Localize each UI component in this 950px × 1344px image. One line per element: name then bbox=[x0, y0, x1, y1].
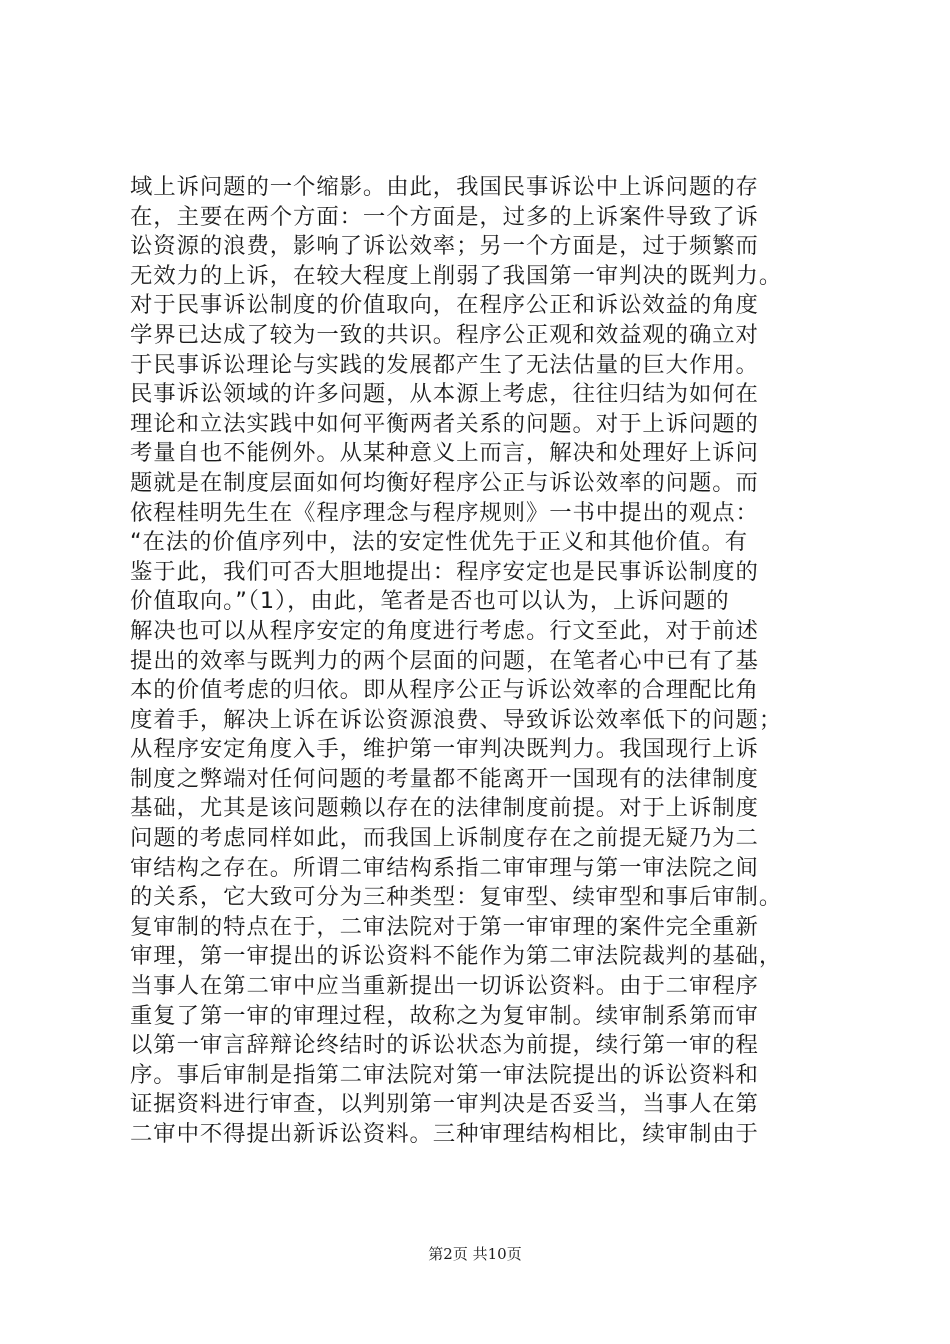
text-line: 序。事后审制是指第二审法院对第一审法院提出的诉讼资料和 bbox=[130, 1061, 759, 1088]
text-line: 学界已达成了较为一致的共识。程序公正观和效益观的确立对 bbox=[130, 321, 759, 348]
text-line: 价值取向。”（1），由此，笔者是否也可以认为，上诉问题的 bbox=[130, 588, 730, 615]
text-line: 证据资料进行审查，以判别第一审判决是否妥当，当事人在第 bbox=[130, 1091, 759, 1118]
text-line: 问题的考虑同样如此，而我国上诉制度存在之前提无疑乃为二 bbox=[130, 825, 759, 852]
text-line: 鉴于此，我们可否大胆地提出：程序安定也是民事诉讼制度的 bbox=[130, 558, 759, 585]
text-line: 于民事诉讼理论与实践的发展都产生了无法估量的巨大作用。 bbox=[130, 351, 759, 378]
page-footer: 第2页 共10页 bbox=[428, 1245, 522, 1263]
text-line: 解决也可以从程序安定的角度进行考虑。行文至此，对于前述 bbox=[130, 617, 759, 644]
text-line: 本的价值考虑的归依。即从程序公正与诉讼效率的合理配比角 bbox=[130, 677, 759, 704]
text-line: 在，主要在两个方面：一个方面是，过多的上诉案件导致了诉 bbox=[130, 203, 759, 230]
text-line: 域上诉问题的一个缩影。由此，我国民事诉讼中上诉问题的存 bbox=[130, 174, 759, 200]
text-line: 无效力的上诉，在较大程度上削弱了我国第一审判决的既判力。 bbox=[130, 262, 783, 289]
text-line: 复审制的特点在于，二审法院对于第一审审理的案件完全重新 bbox=[130, 913, 759, 940]
text-line: 对于民事诉讼制度的价值取向，在程序公正和诉讼效益的角度 bbox=[130, 292, 759, 319]
text-line: 理论和立法实践中如何平衡两者关系的问题。对于上诉问题的 bbox=[130, 410, 759, 437]
text-line: 以第一审言辞辩论终结时的诉讼状态为前提，续行第一审的程 bbox=[130, 1032, 759, 1059]
text-line: 民事诉讼领域的许多问题，从本源上考虑，往往归结为如何在 bbox=[130, 381, 759, 408]
text-line: 当事人在第二审中应当重新提出一切诉讼资料。由于二审程序 bbox=[130, 973, 759, 1000]
text-line: 制度之弊端对任何问题的考量都不能离开一国现有的法律制度 bbox=[130, 765, 759, 792]
text-line: 考量自也不能例外。从某种意义上而言，解决和处理好上诉问 bbox=[130, 440, 759, 467]
text-line: 的关系，它大致可分为三种类型：复审型、续审型和事后审制。 bbox=[130, 884, 783, 911]
text-line: 二审中不得提出新诉讼资料。三种审理结构相比，续审制由于 bbox=[130, 1121, 759, 1147]
text-line: 依程桂明先生在《程序理念与程序规则》一书中提出的观点： bbox=[130, 499, 759, 526]
text-line: 重复了第一审的审理过程，故称之为复审制。续审制系第而审 bbox=[130, 1002, 759, 1029]
text-line: 审结构之存在。所谓二审结构系指二审审理与第一审法院之间 bbox=[130, 854, 759, 881]
text-line: 审理，第一审提出的诉讼资料不能作为第二审法院裁判的基础， bbox=[130, 943, 783, 970]
text-line: 度着手，解决上诉在诉讼资源浪费、导致诉讼效率低下的问题； bbox=[130, 706, 783, 733]
body-text bbox=[130, 173, 850, 1150]
text-line: “在法的价值序列中，法的安定性优先于正义和其他价值。有 bbox=[130, 529, 749, 556]
text-line: 基础，尤其是该问题赖以存在的法律制度前提。对于上诉制度 bbox=[130, 795, 759, 822]
text-line: 题就是在制度层面如何均衡好程序公正与诉讼效率的问题。而 bbox=[130, 469, 759, 496]
text-line: 从程序安定角度入手，维护第一审判决既判力。我国现行上诉 bbox=[130, 736, 759, 763]
text-line: 提出的效率与既判力的两个层面的问题，在笔者心中已有了基 bbox=[130, 647, 759, 674]
text-line: 讼资源的浪费，影响了诉讼效率；另一个方面是，过于频繁而 bbox=[130, 233, 759, 260]
